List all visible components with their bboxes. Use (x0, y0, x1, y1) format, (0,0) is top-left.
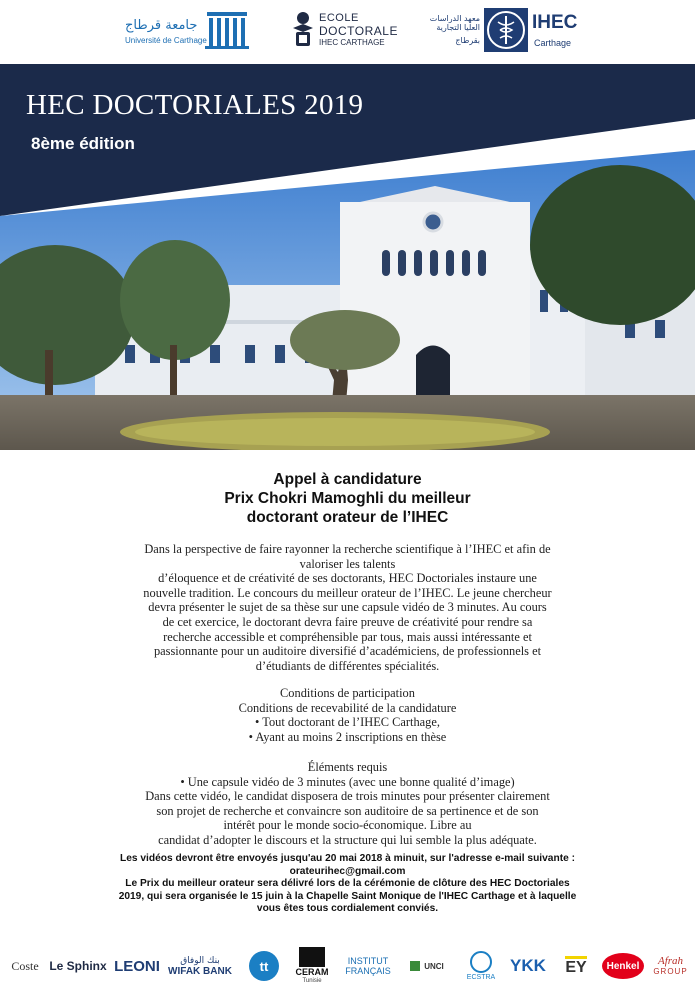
submission-notes (45, 853, 650, 916)
caduceus-icon (484, 8, 528, 52)
ihec-carthage-logo (428, 6, 588, 56)
heading-line: doctorant orateur de l’IHEC (246, 509, 449, 526)
text-line: • Une capsule vidéo de 3 minutes (avec une bonne qualité d’image) (180, 774, 515, 789)
text-line: Dans la perspective de faire rayonner la recherche scientifique à l’IHEC et afin de (144, 542, 551, 556)
text-line: passionnante pour un auditoire diversifié d’académiciens, de professionnels et (153, 644, 542, 659)
text-line: nouvelle tradition. Le concours du meilleur orateur de l’IHEC. Le jeune chercheur (143, 585, 552, 600)
columns-icon (205, 8, 251, 50)
ey-logo: EY (556, 942, 596, 990)
afrah-group-logo: Afrah GROUP (653, 955, 688, 976)
heading-line: Prix Chokri Mamoghli du meilleur (224, 490, 471, 507)
text-line: son projet de recherche et convaincre son auditoire de sa pertinence et de son (156, 803, 539, 818)
universite-de-carthage-logo (125, 8, 250, 50)
heading-line: Appel à candidature (273, 471, 422, 488)
ihec-arabic-line1: معهد الدراسات العليا التجارية (429, 14, 480, 32)
text-line: d’éloquence et de créativité de ses doctorants, HEC Doctoriales instaure une (158, 571, 537, 586)
ecole-doctorale-logo (290, 10, 410, 50)
text-line: devra présenter le sujet de sa thèse sur une capsule vidéo de 3 minutes. Au cours (148, 600, 547, 615)
sponsor-logos (0, 942, 695, 990)
university-arabic-name: جامعة قرطاج (125, 18, 198, 33)
building-photo (0, 150, 695, 450)
ecstra-logo: ECSTRA (460, 942, 502, 990)
text-line: Le Prix du meilleur orateur sera délivré lors de la cérémonie de clôture des HEC Doctoriales (125, 878, 570, 889)
university-latin-name: Université de Carthage (125, 36, 207, 45)
ihec-sub: Carthage (534, 38, 572, 48)
text-line: de cet exercice, le doctorant devra faire preuve de créativité pour rendre sa (162, 614, 533, 629)
institut-francais-logo: INSTITUT FRANÇAIS (345, 956, 391, 976)
le-sphinx-logo: Le Sphinx (49, 959, 107, 973)
page-title: HEC DOCTORIALES 2019 (26, 89, 364, 121)
tunisie-telecom-logo: tt (244, 942, 284, 990)
requirements-section (95, 760, 600, 848)
text-line: candidat d’adopter le discours et la structure qui lui semble la plus adéquate. (158, 832, 537, 847)
ceram-logo: CERAM Tunisie (290, 942, 334, 990)
text-line: Conditions de participation (280, 686, 415, 700)
text-line: vous êtes tous cordialement conviés. (256, 903, 439, 914)
ihec-name: IHEC (532, 12, 578, 33)
text-line: recherche accessible et compréhensible par tous, mais aussi intéressante et (163, 629, 532, 644)
scholar-emblem-icon (290, 10, 316, 50)
ecole-line3: IHEC CARTHAGE (319, 38, 385, 47)
unci-logo: UNCI (398, 942, 456, 990)
henkel-logo: Henkel (600, 942, 646, 990)
text-line: • Ayant au moins 2 inscriptions en thèse (248, 729, 447, 744)
text-line: Éléments requis (307, 760, 388, 774)
ecole-line1: ECOLE (319, 12, 359, 24)
coste-logo: Coste (11, 958, 39, 973)
intro-paragraph (95, 542, 600, 673)
conditions-section (95, 686, 600, 744)
announcement-heading (0, 470, 695, 527)
text-line: Dans cette vidéo, le candidat disposera de trois minutes pour présenter clairement (145, 789, 550, 804)
text-line: 2019, qui sera organisée le 15 juin à la Chapelle Saint Monique de l'IHEC Carthage et à laquelle (118, 890, 577, 902)
wifak-bank-logo: بنك الوفاق WIFAK BANK (168, 955, 232, 977)
email-address: orateurihec@gmail.com (289, 865, 406, 877)
ihec-arabic-line2: بقرطاج (455, 36, 480, 45)
ecole-line2: DOCTORALE (319, 24, 398, 38)
ykk-logo: YKK (510, 956, 546, 975)
text-line: d’étudiants de différentes spécialités. (255, 658, 440, 673)
text-line: Les vidéos devront être envoyés jusqu'au 20 mai 2018 à minuit, sur l'adresse e-mail suivante : (120, 853, 575, 864)
text-line: valoriser les talents (299, 556, 396, 571)
edition-label: 8ème édition (31, 134, 135, 153)
leoni-logo: LEONI (114, 957, 160, 975)
text-line: Conditions de recevabilité de la candidature (238, 700, 457, 715)
header-logos (0, 0, 695, 64)
text-line: intérêt pour le monde socio-économique. Libre au (223, 818, 472, 833)
text-line: • Tout doctorant de l’IHEC Carthage, (255, 715, 440, 730)
